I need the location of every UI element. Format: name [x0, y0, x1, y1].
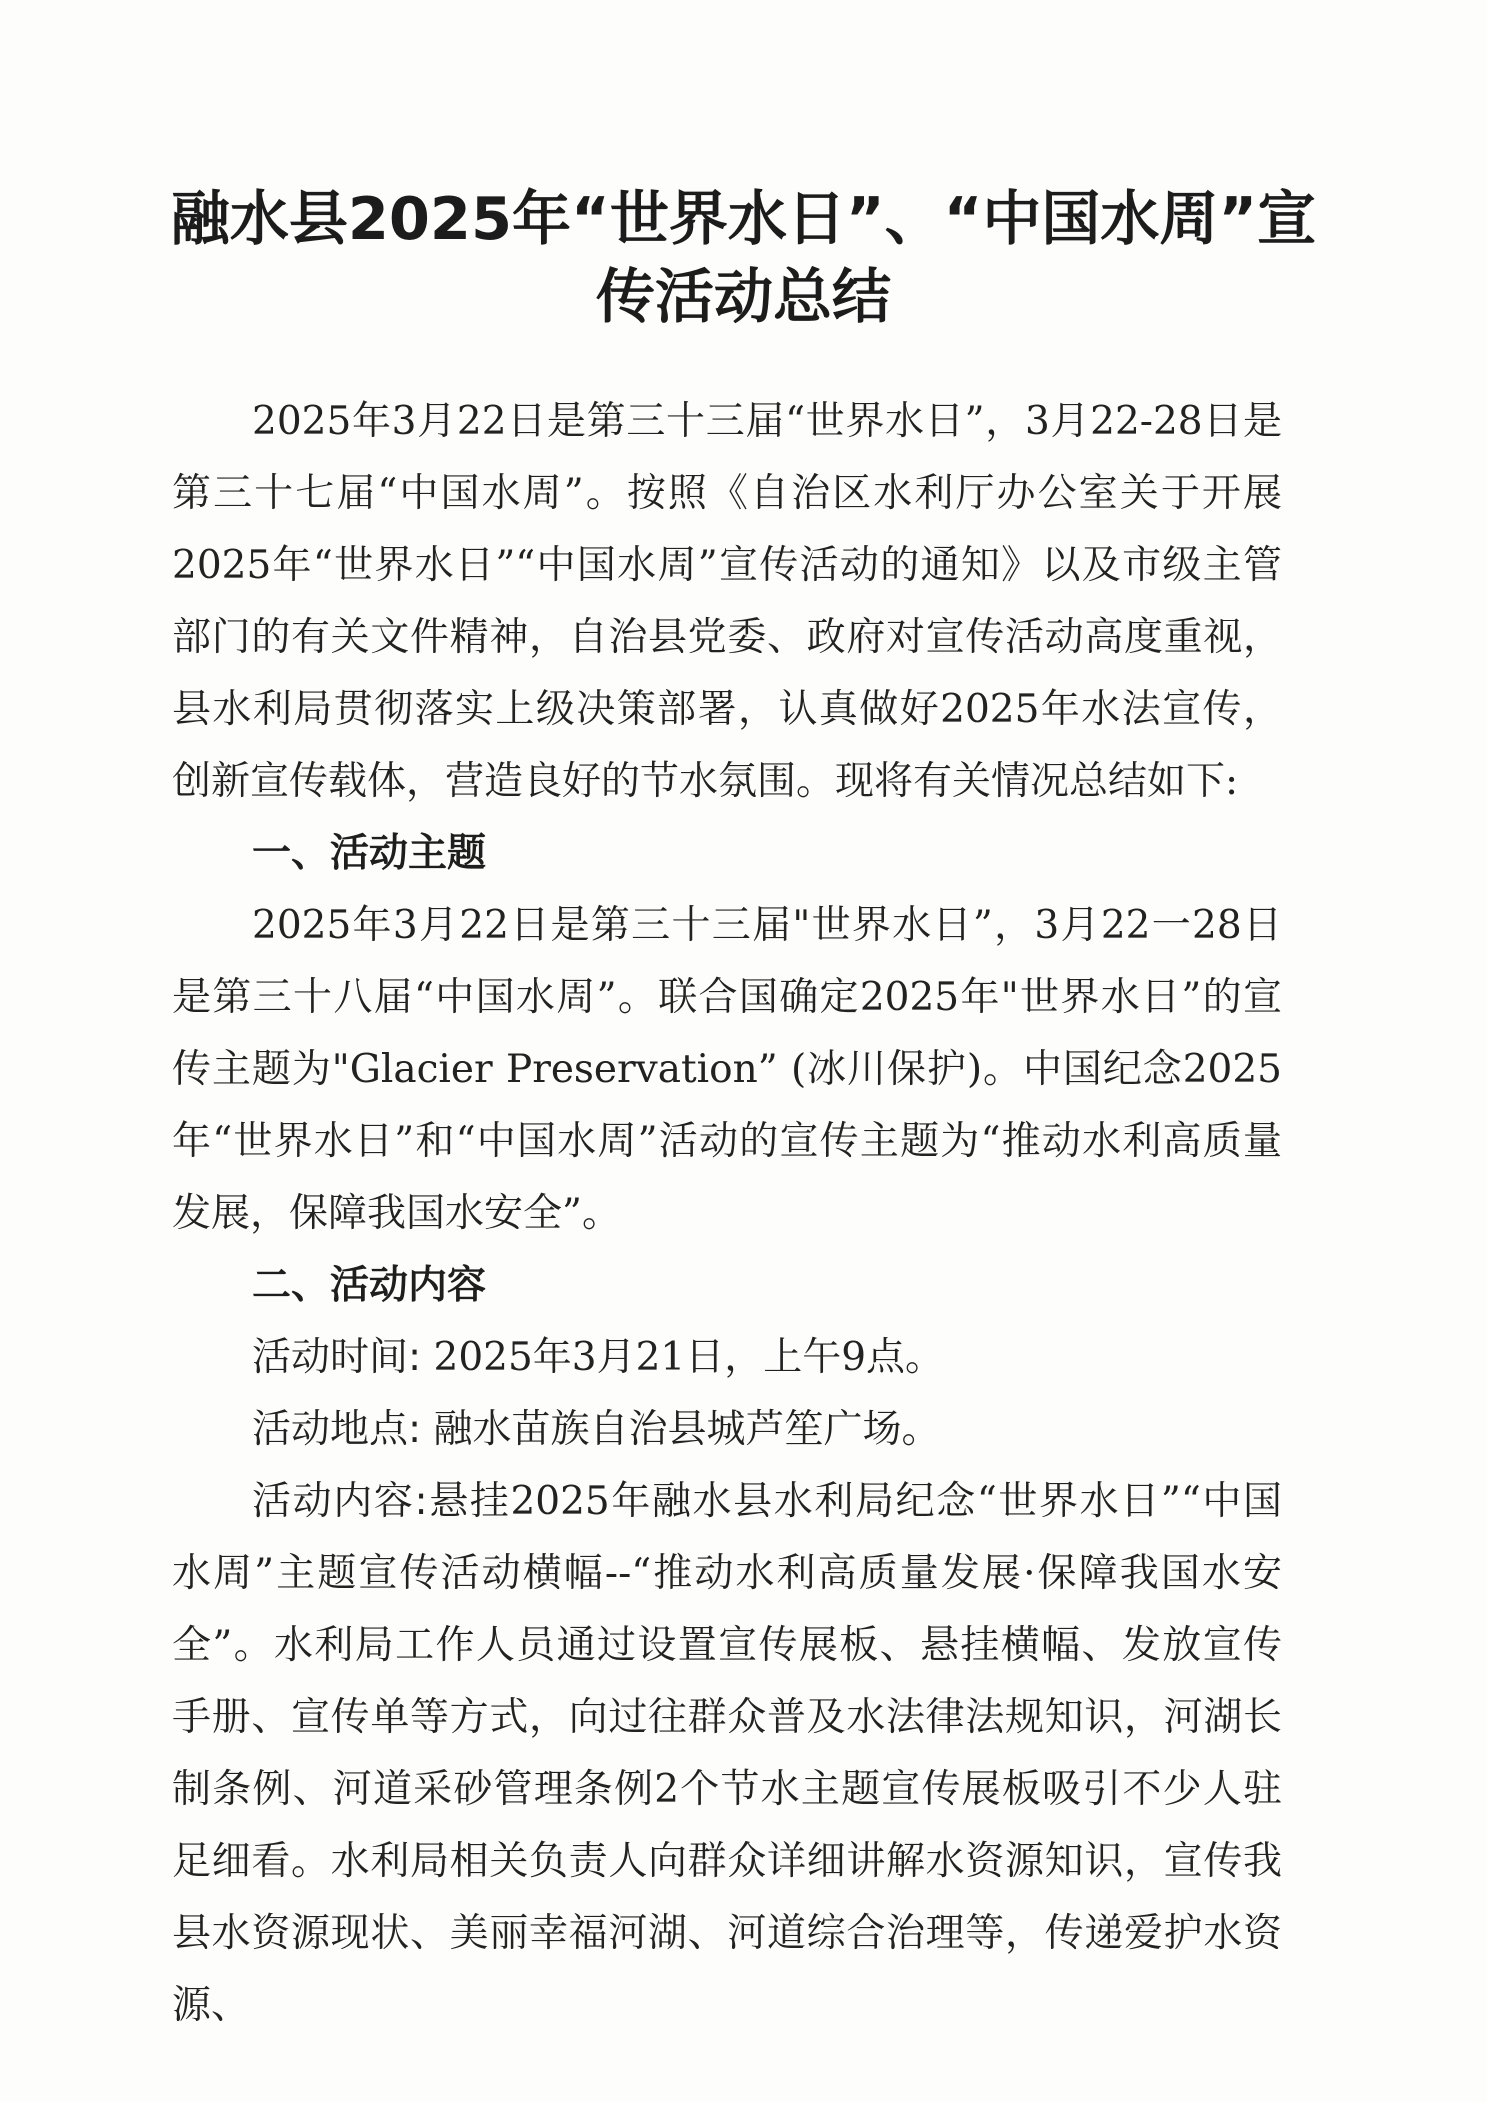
intro-paragraph: 2025年3月22日是第三十三届“世界水日”，3月22-28日是第三十七届“中国水周”。按照《自治区水利厅办公室关于开展2025年“世界水日”“中国水周”宣传活动的通知》以及市级主管部门的有关文件精神，自治县党委、政府对宣传活动高度重视，县水利局贯彻落实上级决策部署，认真做好2025年水法宣传，创新宣传载体，营造良好的节水氛围。现将有关情况总结如下: [172, 399, 1282, 804]
section-heading-theme: 一、活动主题 [252, 831, 487, 876]
activity-content-label: 活动内容: [252, 1479, 428, 1524]
activity-time-label: 活动时间: [252, 1335, 422, 1380]
activity-time-value: 2025年3月21日，上午9点。 [433, 1335, 945, 1380]
document-title: 融水县2025年“世界水日”、“中国水周”宣传活动总结 [170, 184, 1317, 331]
activity-content-value: 悬挂2025年融水县水利局纪念“世界水日”“中国水周”主题宣传活动横幅--“推动水利高质量发展·保障我国水安全”。水利局工作人员通过设置宣传展板、悬挂横幅、发放宣传手册、宣传单等方式，向过往群众普及水法律法规知识，河湖长制条例、河道采砂管理条例2个节水主题宣传展板吸引不少人驻足细看。水利局相关负责人向群众详细讲解水资源知识，宣传我县水资源现状、美丽幸福河湖、河道综合治理等，传递爱护水资源、 [172, 1479, 1282, 2028]
activity-place-value: 融水苗族自治县城芦笙广场。 [433, 1407, 941, 1452]
activity-time-line [172, 1322, 1282, 1394]
activity-content-paragraph [172, 1466, 1282, 2042]
section-theme-paragraph: 2025年3月22日是第三十三届"世界水日”，3月22一28日是第三十八届“中国水周”。联合国确定2025年"世界水日”的宣传主题为"Glacier Preservation” (冰川保护)。中国纪念2025年“世界水日”和“中国水周”活动的宣传主题为“推动水利高质量发展，保障我国水安全”。 [172, 903, 1282, 1236]
activity-place-line [172, 1394, 1282, 1466]
document-body [172, 386, 1282, 2042]
activity-place-label: 活动地点: [252, 1407, 422, 1452]
section-heading-content: 二、活动内容 [252, 1263, 487, 1308]
